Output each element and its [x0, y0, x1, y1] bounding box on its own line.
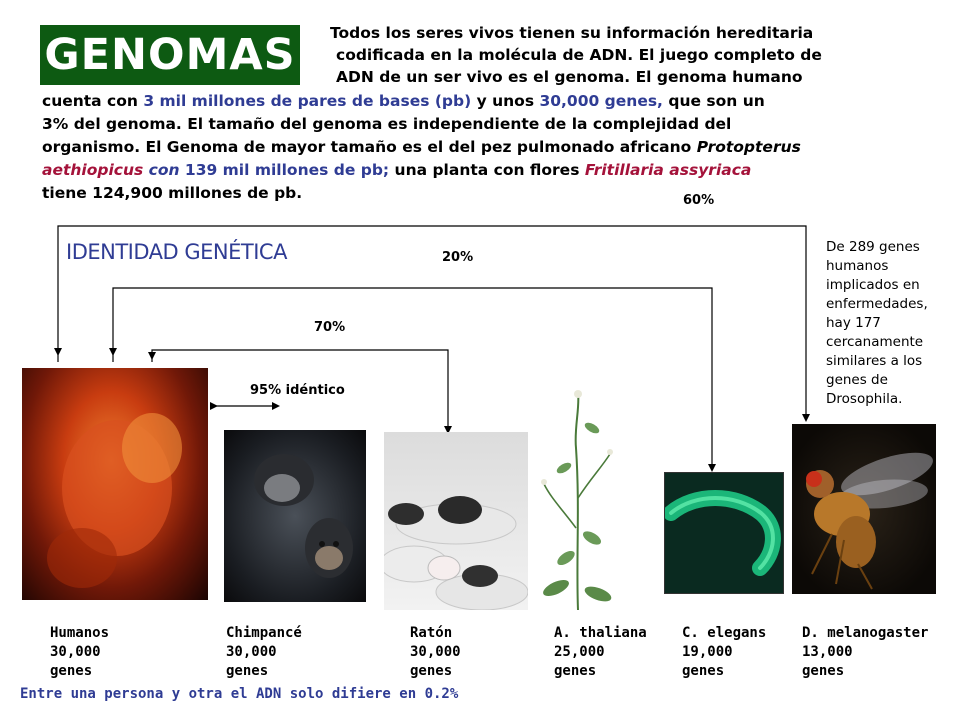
- organism-name: D. melanogaster: [802, 625, 929, 641]
- organism-unit: genes: [802, 663, 845, 679]
- mice-group-icon: [384, 432, 528, 610]
- note-line: enfermedades,: [826, 296, 928, 312]
- note-line: similares a los: [826, 353, 923, 369]
- fly-icon: [792, 424, 936, 594]
- species-name: Protopterus: [696, 138, 801, 156]
- organism-gene-count: 30,000: [50, 644, 101, 660]
- intro-highlight: 30,000: [539, 92, 600, 110]
- organism-unit: genes: [554, 663, 597, 679]
- organism-name: C. elegans: [682, 625, 767, 641]
- note-line: hay 177: [826, 315, 881, 331]
- identity-heading: IDENTIDAD GENÉTICA: [66, 240, 287, 264]
- fetus-silhouette-icon: [22, 368, 208, 600]
- intro-text: cuenta con: [42, 92, 144, 110]
- intro-highlight: 3 mil millones de pares de bases (pb): [143, 92, 472, 110]
- organism-label-raton: [410, 624, 461, 681]
- organism-name: Chimpancé: [226, 625, 302, 641]
- organism-unit: genes: [50, 663, 93, 679]
- arrowhead-icon: [148, 352, 156, 360]
- organism-unit: genes: [682, 663, 725, 679]
- organism-gene-count: 13,000: [802, 644, 853, 660]
- note-line: genes de: [826, 372, 888, 388]
- intro-line-3: ADN de un ser vivo es el genoma. El genoma humano: [336, 68, 803, 86]
- organism-gene-count: 25,000: [554, 644, 605, 660]
- intro-line-1: Todos los seres vivos tienen su información hereditaria: [330, 24, 814, 42]
- note-line: humanos: [826, 258, 889, 274]
- intro-text: y unos: [471, 92, 540, 110]
- plant-icon: [536, 388, 620, 614]
- organism-label-c-elegans: [682, 624, 766, 681]
- percent-95-label: 95% idéntico: [250, 383, 345, 398]
- organism-label-a-thaliana: [554, 624, 647, 681]
- intro-text: una planta con flores: [389, 161, 585, 179]
- intro-text: organismo. El Genoma de mayor tamaño es el del pez pulmonado africano: [42, 138, 697, 156]
- human-fetus-image: [22, 368, 208, 600]
- drosophila-image: [792, 424, 936, 594]
- percent-70-label: 70%: [314, 320, 346, 335]
- chimpanzee-image: [224, 430, 366, 602]
- organism-unit: genes: [410, 663, 453, 679]
- note-line: cercanamente: [826, 334, 924, 350]
- organism-unit: genes: [226, 663, 269, 679]
- organism-gene-count: 30,000: [410, 644, 461, 660]
- intro-text: con: [143, 161, 185, 179]
- organism-name: Humanos: [50, 625, 110, 641]
- intro-highlight: 139 mil millones de pb;: [184, 161, 390, 179]
- arrowhead-icon: [54, 348, 62, 356]
- organism-gene-count: 19,000: [682, 644, 733, 660]
- organism-label-chimpance: [226, 624, 302, 681]
- percent-20-label: 20%: [442, 250, 474, 265]
- worm-icon: [665, 473, 783, 593]
- page-title: GENOMAS: [44, 30, 296, 80]
- chimpanzee-face-icon: [224, 430, 366, 602]
- species-name: Fritillaria assyriaca: [584, 161, 752, 179]
- organism-name: Ratón: [410, 625, 453, 641]
- intro-line-2: codificada en la molécula de ADN. El juego completo de: [336, 46, 822, 64]
- arabidopsis-plant-image: [536, 388, 620, 614]
- organism-name: A. thaliana: [554, 625, 647, 641]
- intro-line-5: 3% del genoma. El tamaño del genoma es independiente de la complejidad del: [42, 115, 732, 133]
- intro-highlight: genes,: [599, 92, 663, 110]
- organism-gene-count: 30,000: [226, 644, 277, 660]
- species-name: aethiopicus: [42, 161, 144, 179]
- organism-label-humanos: [50, 624, 109, 681]
- intro-text: que son un: [662, 92, 765, 110]
- note-line: Drosophila.: [826, 391, 903, 407]
- c-elegans-image: [664, 472, 784, 594]
- organism-label-d-melanogaster: [802, 624, 928, 681]
- arrowhead-icon: [109, 348, 117, 356]
- footer-note: Entre una persona y otra el ADN solo difiere en 0.2%: [20, 686, 459, 702]
- mouse-image: [384, 432, 528, 610]
- percent-60-label: 60%: [683, 193, 715, 208]
- note-line: implicados en: [826, 277, 920, 293]
- intro-line-8: tiene 124,900 millones de pb.: [42, 184, 303, 202]
- note-line: De 289 genes: [826, 239, 920, 255]
